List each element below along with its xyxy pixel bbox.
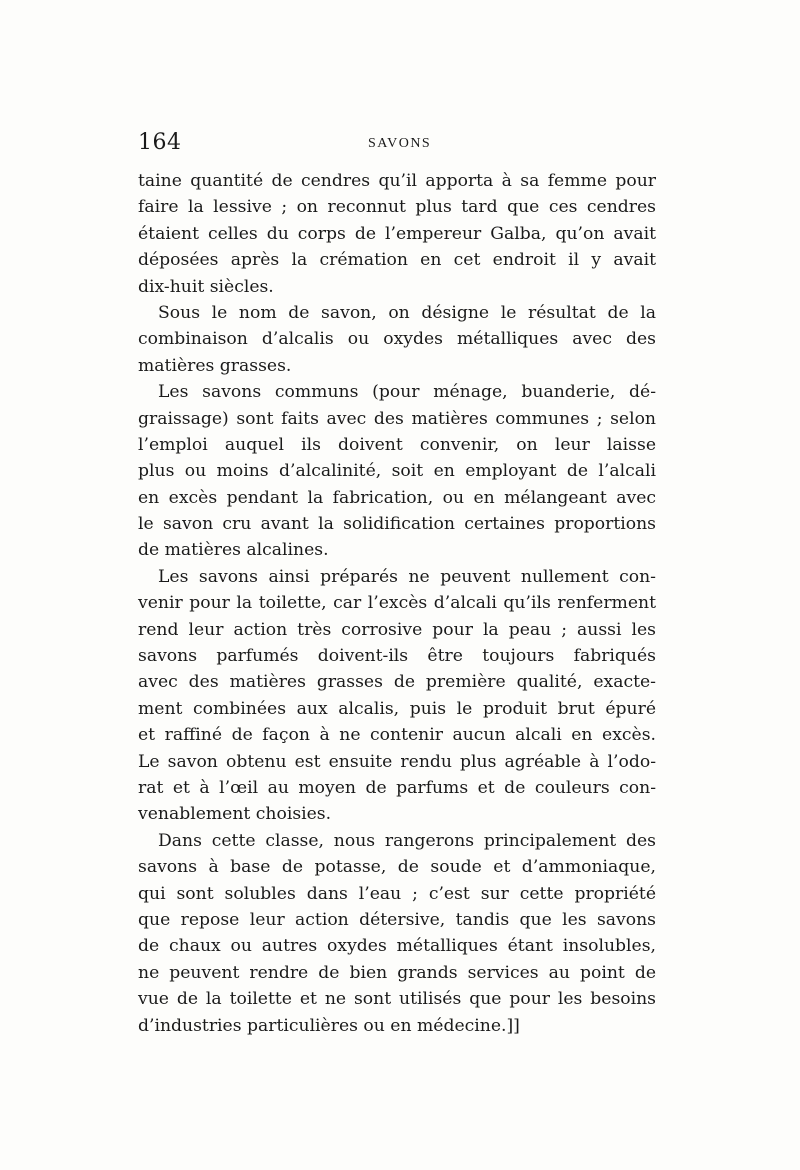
text-line: venablement choisies.	[138, 804, 332, 825]
text-line: venir pour la toilette, car l’excès d’alcali qu’ils renferment	[138, 593, 656, 614]
text-line: déposées après la crémation en cet endroit il y avait	[138, 250, 656, 271]
text-line: vue de la toilette et ne sont utilisés que pour les besoins	[138, 989, 656, 1010]
text-line: combinaison d’alcalis ou oxydes métalliques avec des	[138, 329, 656, 350]
text-line: d’industries particulières ou en médecine.]]	[138, 1015, 520, 1036]
page-header	[138, 130, 658, 160]
text-line: Le savon obtenu est ensuite rendu plus agréable à l’odo-	[138, 751, 656, 772]
text-line: dix-huit siècles.	[138, 276, 274, 297]
text-line: plus ou moins d’alcalinité, soit en employant de l’alcali	[138, 461, 656, 482]
paragraph-start-line: Les savons ainsi préparés ne peuvent nullement con-	[158, 566, 656, 587]
paragraph-start-line: Dans cette classe, nous rangerons principalement des	[158, 830, 656, 851]
text-line: qui sont solubles dans l’eau ; c’est sur cette propriété	[138, 883, 656, 904]
text-line: de matières alcalines.	[138, 540, 329, 561]
text-line: et raffiné de façon à ne contenir aucun alcali en excès.	[138, 725, 656, 746]
paragraph-start-line: Sous le nom de savon, on désigne le résultat de la	[158, 302, 656, 323]
text-line: ne peuvent rendre de bien grands services au point de	[138, 962, 656, 983]
text-line: le savon cru avant la solidification certaines proportions	[138, 514, 656, 535]
running-title: SAVONS	[368, 136, 432, 151]
text-line: avec des matières grasses de première qualité, exacte-	[138, 672, 656, 693]
text-line: graissage) sont faits avec des matières communes ; selon	[138, 408, 656, 429]
body-text	[138, 168, 656, 1039]
text-line: rend leur action très corrosive pour la peau ; aussi les	[138, 619, 656, 640]
text-line: étaient celles du corps de l’empereur Galba, qu’on avait	[138, 223, 656, 244]
text-line: l’emploi auquel ils doivent convenir, on leur laisse	[138, 434, 656, 455]
paragraph-start-line: Les savons communs (pour ménage, buanderie, dé-	[158, 382, 656, 403]
text-line: ment combinées aux alcalis, puis le produit brut épuré	[138, 698, 656, 719]
text-line: en excès pendant la fabrication, ou en mélangeant avec	[138, 487, 656, 508]
text-line: savons à base de potasse, de soude et d’ammoniaque,	[138, 857, 656, 878]
text-line: faire la lessive ; on reconnut plus tard que ces cendres	[138, 197, 656, 218]
page-number: 164	[138, 130, 182, 155]
text-line: de chaux ou autres oxydes métalliques étant insolubles,	[138, 936, 656, 957]
text-line: matières grasses.	[138, 355, 292, 376]
text-line: taine quantité de cendres qu’il apporta à sa femme pour	[138, 171, 656, 191]
text-line: que repose leur action détersive, tandis que les savons	[138, 909, 656, 930]
text-line: savons parfumés doivent-ils être toujours fabriqués	[138, 646, 656, 667]
text-line: rat et à l’œil au moyen de parfums et de couleurs con-	[138, 777, 656, 798]
